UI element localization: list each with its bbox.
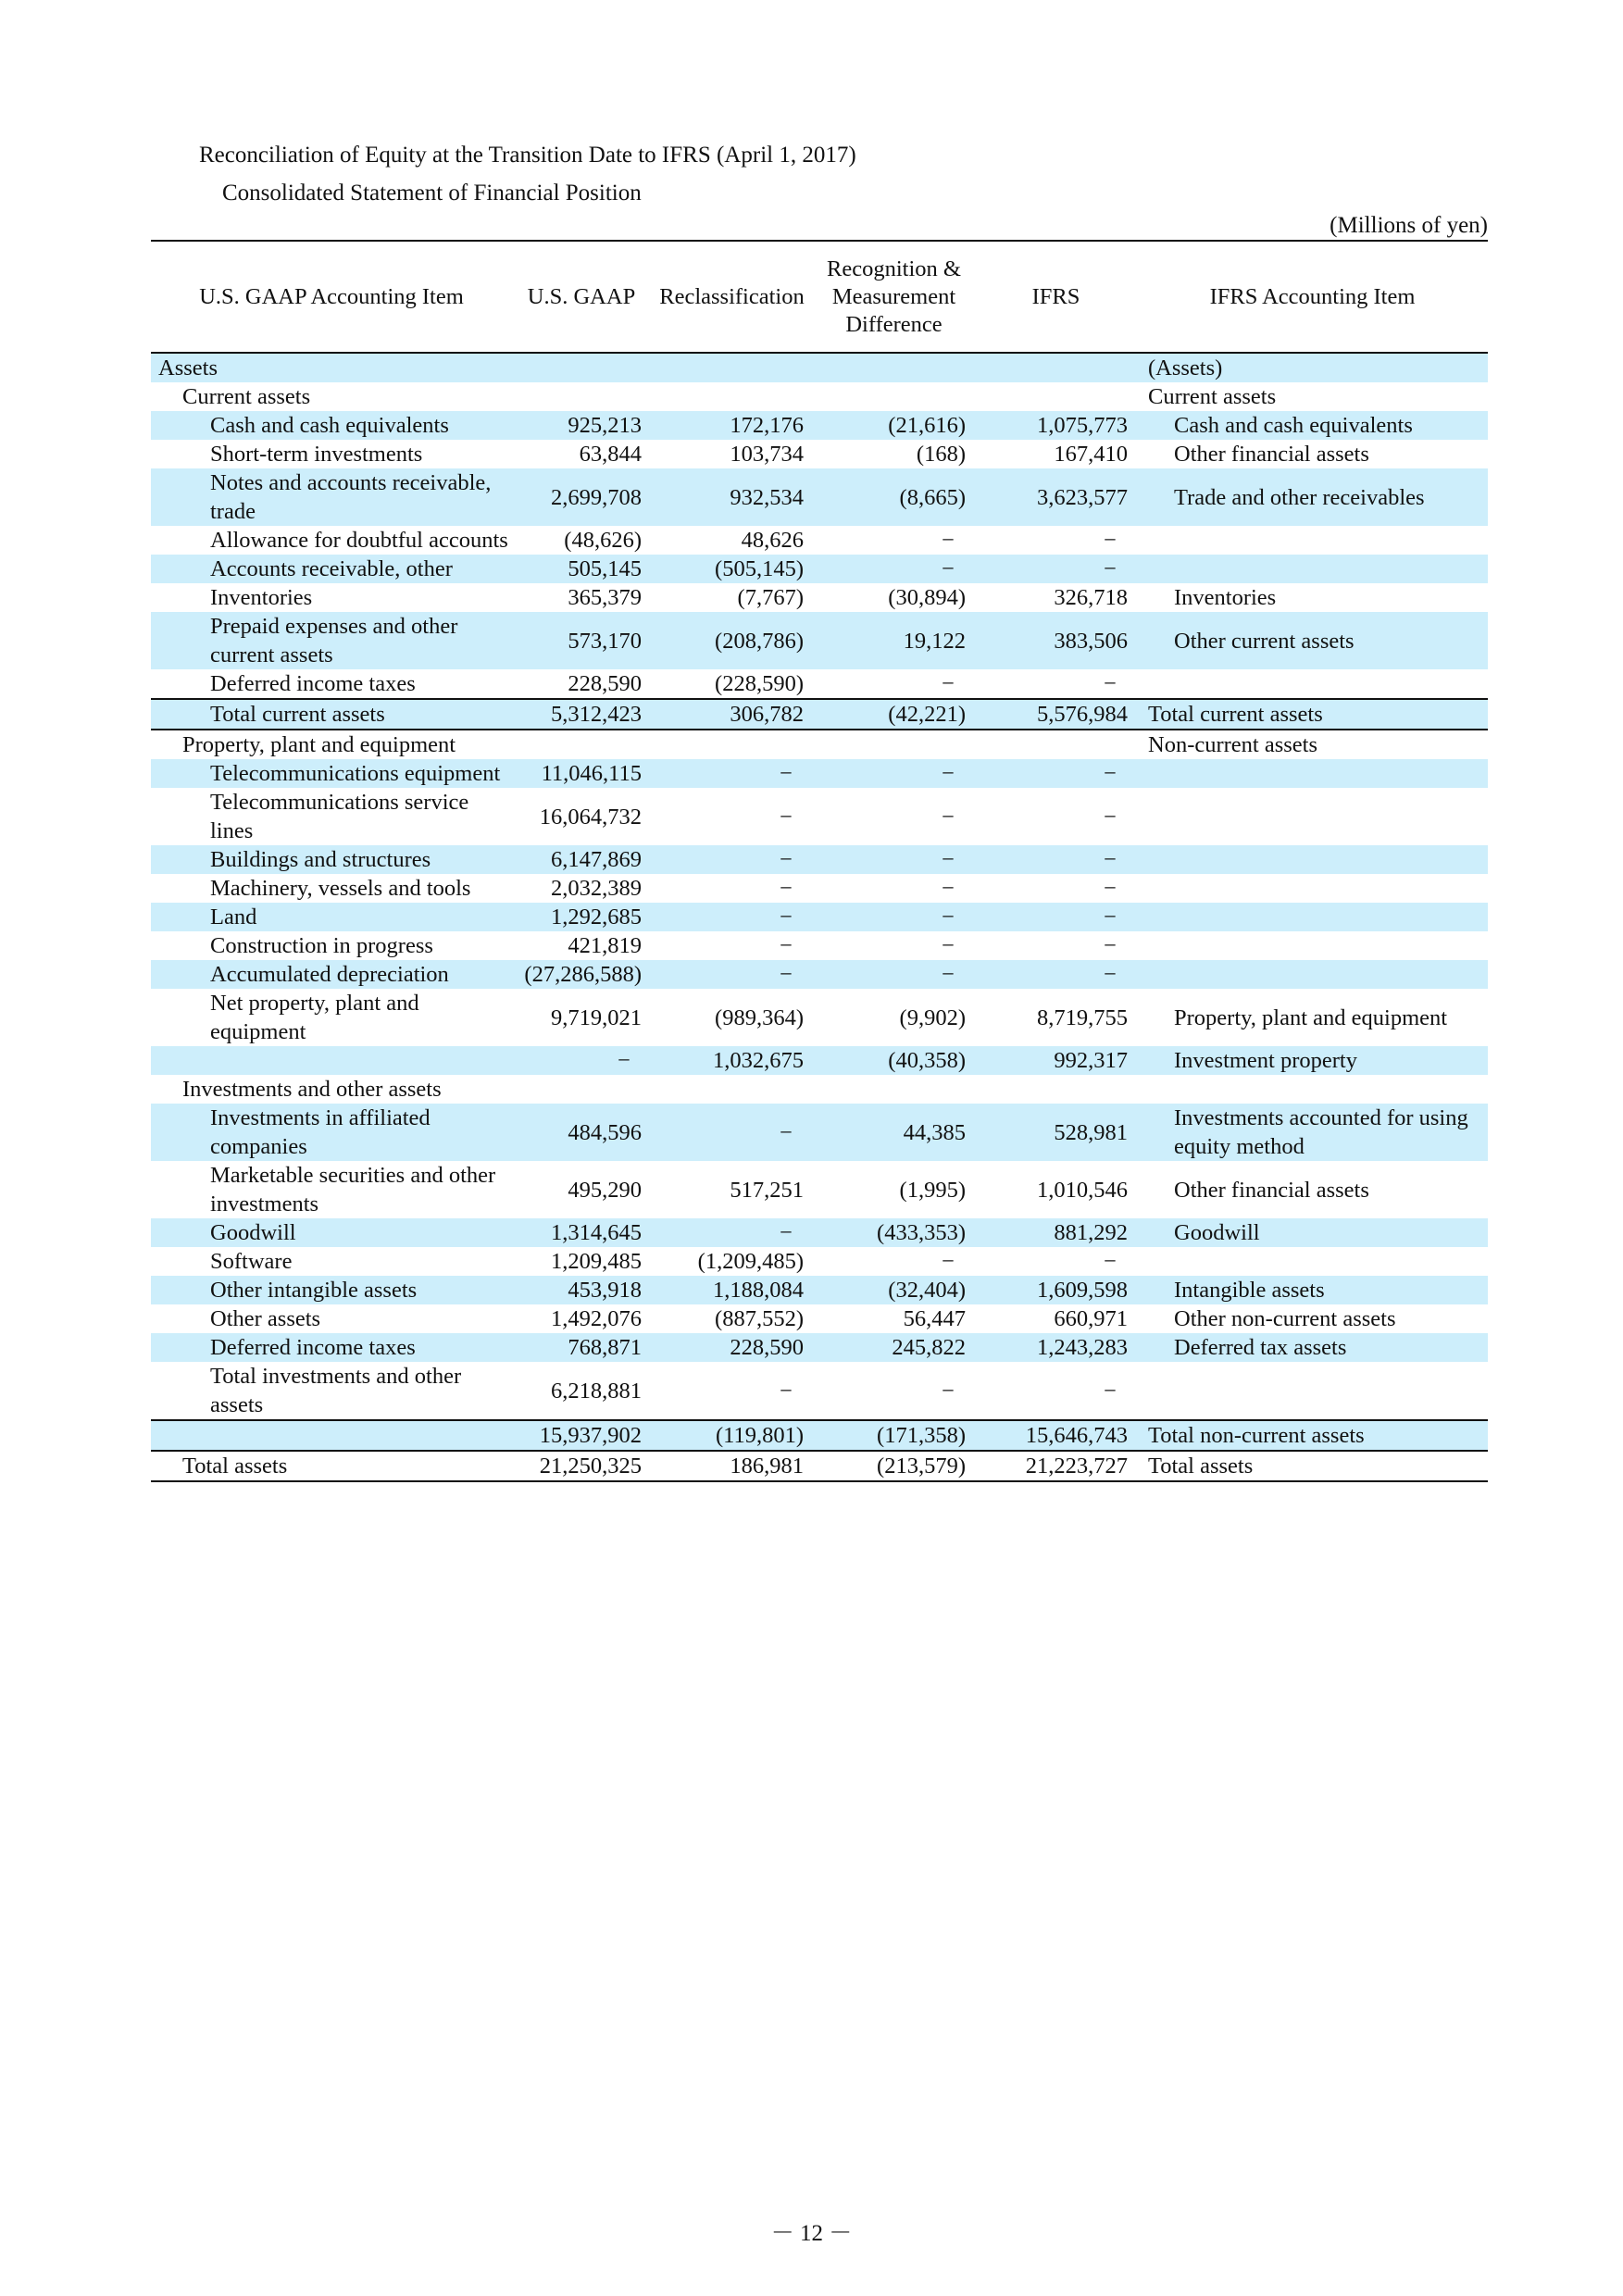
ifrs-value-cell: − bbox=[1104, 671, 1117, 696]
ifrs-item-cell: Cash and cash equivalents bbox=[1137, 411, 1488, 440]
header-recognition-difference: Recognition & Measurement Difference bbox=[813, 241, 975, 353]
ifrs-value-cell bbox=[975, 730, 1137, 759]
ifrs-item-cell bbox=[1137, 903, 1488, 931]
ifrs-value-cell: 881,292 bbox=[975, 1218, 1137, 1247]
usgaap-value-cell: − bbox=[512, 1046, 651, 1075]
table-row bbox=[151, 788, 1488, 845]
ifrs-item-cell: Goodwill bbox=[1137, 1218, 1488, 1247]
usgaap-item-cell: Current assets bbox=[182, 384, 311, 409]
reclassification-value-cell: 172,176 bbox=[651, 411, 813, 440]
reclassification-value-cell: 48,626 bbox=[741, 528, 804, 553]
ifrs-value-cell: 15,646,743 bbox=[975, 1420, 1137, 1451]
usgaap-value-cell: 228,590 bbox=[568, 671, 642, 696]
table-row bbox=[151, 583, 1488, 612]
usgaap-item-cell: Goodwill bbox=[151, 1218, 512, 1247]
recognition-difference-value-cell: (213,579) bbox=[813, 1451, 975, 1481]
recognition-difference-value-cell: (21,616) bbox=[813, 411, 975, 440]
recognition-difference-value-cell: (8,665) bbox=[813, 468, 975, 526]
ifrs-item-cell: Intangible assets bbox=[1137, 1276, 1488, 1304]
reclassification-value-cell: − bbox=[780, 804, 793, 830]
table-row bbox=[151, 1046, 1488, 1075]
recognition-difference-value-cell: (168) bbox=[916, 442, 966, 467]
usgaap-value-cell: 21,250,325 bbox=[512, 1451, 651, 1481]
table-row bbox=[151, 874, 1488, 903]
reclassification-value-cell: 228,590 bbox=[651, 1333, 813, 1362]
ifrs-value-cell bbox=[975, 353, 1137, 382]
table-row bbox=[151, 353, 1488, 382]
usgaap-item-cell: Other intangible assets bbox=[151, 1276, 512, 1304]
ifrs-item-cell: Current assets bbox=[1148, 384, 1277, 409]
ifrs-item-cell bbox=[1137, 1247, 1488, 1276]
reclassification-value-cell: − bbox=[651, 759, 813, 788]
reclassification-value-cell: (228,590) bbox=[715, 671, 804, 696]
reconciliation-table bbox=[151, 240, 1488, 1482]
ifrs-item-cell: Deferred tax assets bbox=[1137, 1333, 1488, 1362]
usgaap-value-cell: 5,312,423 bbox=[512, 699, 651, 730]
ifrs-value-cell: − bbox=[1104, 876, 1117, 901]
ifrs-item-cell bbox=[1137, 526, 1488, 555]
ifrs-item-cell bbox=[1137, 874, 1488, 903]
header-usgaap-item: U.S. GAAP Accounting Item bbox=[151, 241, 512, 353]
ifrs-value-cell: 21,223,727 bbox=[975, 1451, 1137, 1481]
table-row bbox=[151, 468, 1488, 526]
usgaap-value-cell: 11,046,115 bbox=[512, 759, 651, 788]
recognition-difference-value-cell: − bbox=[942, 671, 955, 696]
units-note: (Millions of yen) bbox=[1330, 213, 1488, 238]
usgaap-value-cell: 365,379 bbox=[568, 585, 642, 610]
usgaap-value-cell: (48,626) bbox=[564, 528, 642, 553]
ifrs-item-cell: Total current assets bbox=[1137, 699, 1488, 730]
table-row bbox=[151, 699, 1488, 730]
usgaap-value-cell: 768,871 bbox=[512, 1333, 651, 1362]
ifrs-value-cell: 1,609,598 bbox=[975, 1276, 1137, 1304]
usgaap-item-cell: Software bbox=[210, 1249, 293, 1274]
usgaap-item-cell: Prepaid expenses and other current assets bbox=[151, 612, 512, 669]
reclassification-value-cell: − bbox=[651, 903, 813, 931]
ifrs-item-cell: Property, plant and equipment bbox=[1174, 1004, 1448, 1030]
ifrs-item-cell: (Assets) bbox=[1137, 353, 1488, 382]
ifrs-item-cell: Other financial assets bbox=[1174, 1177, 1369, 1203]
reclassification-value-cell: 1,188,084 bbox=[651, 1276, 813, 1304]
usgaap-item-cell: Construction in progress bbox=[210, 933, 433, 958]
usgaap-item-cell: Notes and accounts receivable, trade bbox=[151, 468, 512, 526]
ifrs-item-cell bbox=[1137, 1075, 1488, 1104]
reclassification-value-cell: 1,032,675 bbox=[651, 1046, 813, 1075]
header-reclassification: Reclassification bbox=[651, 241, 813, 353]
usgaap-item-cell: Short-term investments bbox=[210, 442, 423, 467]
table-row bbox=[151, 989, 1488, 1046]
usgaap-value-cell bbox=[512, 382, 651, 411]
recognition-difference-value-cell: 44,385 bbox=[813, 1104, 975, 1161]
ifrs-item-cell: Other current assets bbox=[1137, 612, 1488, 669]
header-ifrs: IFRS bbox=[975, 241, 1137, 353]
ifrs-item-cell: Investments accounted for using equity method bbox=[1137, 1104, 1488, 1161]
header-ifrs-item: IFRS Accounting Item bbox=[1137, 241, 1488, 353]
recognition-difference-value-cell: 245,822 bbox=[813, 1333, 975, 1362]
recognition-difference-value-cell: − bbox=[942, 1378, 955, 1404]
usgaap-value-cell: 16,064,732 bbox=[539, 804, 642, 830]
table-row bbox=[151, 555, 1488, 583]
reclassification-value-cell: − bbox=[651, 1104, 813, 1161]
usgaap-value-cell: 2,032,389 bbox=[551, 876, 642, 901]
recognition-difference-value-cell: − bbox=[813, 555, 975, 583]
reclassification-value-cell: − bbox=[780, 1378, 793, 1404]
ifrs-item-cell bbox=[1137, 759, 1488, 788]
header-usgaap: U.S. GAAP bbox=[512, 241, 651, 353]
usgaap-item-cell: Land bbox=[151, 903, 512, 931]
table-row bbox=[151, 1075, 1488, 1104]
recognition-difference-value-cell bbox=[813, 353, 975, 382]
ifrs-item-cell: Other financial assets bbox=[1174, 442, 1369, 467]
reclassification-value-cell: 186,981 bbox=[651, 1451, 813, 1481]
ifrs-value-cell: − bbox=[1104, 933, 1117, 958]
table-row bbox=[151, 440, 1488, 468]
usgaap-item-cell: Accounts receivable, other bbox=[151, 555, 512, 583]
ifrs-value-cell: − bbox=[975, 903, 1137, 931]
recognition-difference-value-cell: − bbox=[942, 933, 955, 958]
usgaap-value-cell bbox=[512, 730, 651, 759]
table-row bbox=[151, 1161, 1488, 1218]
reclassification-value-cell: 932,534 bbox=[651, 468, 813, 526]
usgaap-value-cell: (27,286,588) bbox=[512, 960, 651, 989]
ifrs-value-cell: 3,623,577 bbox=[975, 468, 1137, 526]
document-subtitle: Consolidated Statement of Financial Position bbox=[222, 181, 642, 206]
usgaap-value-cell: 63,844 bbox=[579, 442, 642, 467]
ifrs-item-cell: Trade and other receivables bbox=[1137, 468, 1488, 526]
ifrs-item-cell: Investment property bbox=[1137, 1046, 1488, 1075]
table-row bbox=[151, 526, 1488, 555]
usgaap-item-cell: Machinery, vessels and tools bbox=[210, 876, 471, 901]
usgaap-value-cell: 6,218,881 bbox=[551, 1378, 642, 1404]
recognition-difference-value-cell: − bbox=[813, 960, 975, 989]
ifrs-item-cell bbox=[1137, 845, 1488, 874]
usgaap-item-cell: Cash and cash equivalents bbox=[151, 411, 512, 440]
recognition-difference-value-cell: (1,995) bbox=[899, 1177, 966, 1203]
usgaap-value-cell: 495,290 bbox=[568, 1177, 642, 1203]
reclassification-value-cell: 517,251 bbox=[730, 1177, 804, 1203]
usgaap-item-cell: Deferred income taxes bbox=[210, 671, 416, 696]
usgaap-item-cell: Deferred income taxes bbox=[151, 1333, 512, 1362]
table-row bbox=[151, 1304, 1488, 1333]
ifrs-value-cell bbox=[975, 1075, 1137, 1104]
usgaap-value-cell: 2,699,708 bbox=[512, 468, 651, 526]
ifrs-value-cell: − bbox=[1104, 528, 1117, 553]
reconciliation-table-container bbox=[151, 240, 1488, 1482]
ifrs-value-cell: − bbox=[1104, 1249, 1117, 1274]
recognition-difference-value-cell: (30,894) bbox=[888, 585, 966, 610]
recognition-difference-value-cell: (32,404) bbox=[813, 1276, 975, 1304]
table-row bbox=[151, 612, 1488, 669]
recognition-difference-value-cell: − bbox=[813, 759, 975, 788]
usgaap-value-cell: 1,492,076 bbox=[551, 1306, 642, 1331]
ifrs-item-cell: Total assets bbox=[1137, 1451, 1488, 1481]
usgaap-value-cell: 6,147,869 bbox=[512, 845, 651, 874]
ifrs-item-cell bbox=[1137, 555, 1488, 583]
reclassification-value-cell: − bbox=[651, 1218, 813, 1247]
usgaap-item-cell: Total assets bbox=[151, 1451, 512, 1481]
reclassification-value-cell: (208,786) bbox=[651, 612, 813, 669]
usgaap-item-cell: Other assets bbox=[210, 1306, 321, 1331]
reclassification-value-cell: (505,145) bbox=[651, 555, 813, 583]
ifrs-item-cell bbox=[1137, 669, 1488, 699]
table-row bbox=[151, 1362, 1488, 1420]
recognition-difference-value-cell: (433,353) bbox=[813, 1218, 975, 1247]
recognition-difference-value-cell: − bbox=[942, 528, 955, 553]
table-row bbox=[151, 382, 1488, 411]
ifrs-value-cell: − bbox=[1104, 804, 1117, 830]
reclassification-value-cell bbox=[651, 1075, 813, 1104]
usgaap-value-cell: 505,145 bbox=[512, 555, 651, 583]
table-row bbox=[151, 759, 1488, 788]
usgaap-item-cell: Inventories bbox=[210, 585, 313, 610]
reclassification-value-cell: (887,552) bbox=[715, 1306, 804, 1331]
usgaap-item-cell bbox=[151, 1420, 512, 1451]
ifrs-value-cell: − bbox=[975, 555, 1137, 583]
reclassification-value-cell bbox=[651, 353, 813, 382]
recognition-difference-value-cell bbox=[813, 730, 975, 759]
usgaap-value-cell bbox=[512, 353, 651, 382]
usgaap-value-cell: 9,719,021 bbox=[551, 1004, 642, 1030]
usgaap-item-cell: Accumulated depreciation bbox=[151, 960, 512, 989]
usgaap-item-cell: Net property, plant and equipment bbox=[210, 991, 419, 1044]
table-row bbox=[151, 903, 1488, 931]
table-row bbox=[151, 669, 1488, 699]
reclassification-value-cell: 103,734 bbox=[730, 442, 804, 467]
ifrs-value-cell: 1,243,283 bbox=[975, 1333, 1137, 1362]
recognition-difference-value-cell: − bbox=[942, 804, 955, 830]
table-row bbox=[151, 931, 1488, 960]
usgaap-value-cell: 1,292,685 bbox=[512, 903, 651, 931]
ifrs-value-cell: 8,719,755 bbox=[1037, 1004, 1128, 1030]
usgaap-value-cell: 421,819 bbox=[568, 933, 642, 958]
usgaap-item-cell: Total current assets bbox=[151, 699, 512, 730]
usgaap-item-cell: Investments and other assets bbox=[182, 1077, 442, 1102]
recognition-difference-value-cell: (9,902) bbox=[899, 1004, 966, 1030]
usgaap-value-cell: 925,213 bbox=[512, 411, 651, 440]
ifrs-value-cell: − bbox=[975, 845, 1137, 874]
table-row bbox=[151, 730, 1488, 759]
recognition-difference-value-cell: − bbox=[813, 903, 975, 931]
ifrs-item-cell bbox=[1137, 1362, 1488, 1420]
usgaap-value-cell: 573,170 bbox=[512, 612, 651, 669]
ifrs-value-cell: 5,576,984 bbox=[975, 699, 1137, 730]
reclassification-value-cell: (989,364) bbox=[715, 1004, 804, 1030]
recognition-difference-value-cell: − bbox=[942, 1249, 955, 1274]
usgaap-item-cell: Telecommunications service lines bbox=[210, 790, 469, 843]
page-number: － 12 － bbox=[770, 2221, 853, 2246]
reclassification-value-cell bbox=[651, 730, 813, 759]
table-row bbox=[151, 411, 1488, 440]
recognition-difference-value-cell: − bbox=[942, 876, 955, 901]
table-row bbox=[151, 1420, 1488, 1451]
recognition-difference-value-cell bbox=[813, 1075, 975, 1104]
table-row bbox=[151, 1104, 1488, 1161]
ifrs-value-cell: − bbox=[1104, 1378, 1117, 1404]
reclassification-value-cell: − bbox=[651, 960, 813, 989]
ifrs-value-cell: 326,718 bbox=[1054, 585, 1128, 610]
reclassification-value-cell: (1,209,485) bbox=[697, 1249, 804, 1274]
table-body bbox=[151, 353, 1488, 1481]
ifrs-item-cell bbox=[1137, 960, 1488, 989]
ifrs-item-cell: Inventories bbox=[1174, 585, 1277, 610]
ifrs-value-cell bbox=[975, 382, 1137, 411]
usgaap-value-cell: 15,937,902 bbox=[512, 1420, 651, 1451]
usgaap-item-cell: Property, plant and equipment bbox=[182, 732, 456, 757]
table-header-row bbox=[151, 241, 1488, 353]
reclassification-value-cell: − bbox=[651, 845, 813, 874]
ifrs-value-cell: − bbox=[975, 759, 1137, 788]
usgaap-value-cell: 453,918 bbox=[512, 1276, 651, 1304]
ifrs-value-cell: − bbox=[975, 960, 1137, 989]
ifrs-value-cell: 167,410 bbox=[1054, 442, 1128, 467]
ifrs-value-cell: 660,971 bbox=[1054, 1306, 1128, 1331]
ifrs-item-cell: Total non-current assets bbox=[1137, 1420, 1488, 1451]
usgaap-item-cell: Telecommunications equipment bbox=[151, 759, 512, 788]
reclassification-value-cell: 306,782 bbox=[651, 699, 813, 730]
table-row bbox=[151, 960, 1488, 989]
usgaap-item-cell: Allowance for doubtful accounts bbox=[210, 528, 508, 553]
table-row bbox=[151, 1276, 1488, 1304]
ifrs-item-cell bbox=[1137, 788, 1488, 845]
recognition-difference-value-cell: (42,221) bbox=[813, 699, 975, 730]
usgaap-value-cell bbox=[512, 1075, 651, 1104]
reclassification-value-cell: − bbox=[780, 933, 793, 958]
recognition-difference-value-cell: − bbox=[813, 845, 975, 874]
ifrs-item-cell bbox=[1137, 931, 1488, 960]
recognition-difference-value-cell: 56,447 bbox=[903, 1306, 966, 1331]
ifrs-value-cell: 1,010,546 bbox=[1037, 1177, 1128, 1203]
table-row bbox=[151, 1247, 1488, 1276]
usgaap-value-cell: 1,209,485 bbox=[551, 1249, 642, 1274]
document-title: Reconciliation of Equity at the Transition Date to IFRS (April 1, 2017) bbox=[199, 143, 856, 168]
usgaap-item-cell: Buildings and structures bbox=[151, 845, 512, 874]
usgaap-item-cell: Total investments and other assets bbox=[210, 1364, 462, 1417]
recognition-difference-value-cell bbox=[813, 382, 975, 411]
reclassification-value-cell: (119,801) bbox=[651, 1420, 813, 1451]
recognition-difference-value-cell: (171,358) bbox=[813, 1420, 975, 1451]
ifrs-item-cell: Other non-current assets bbox=[1174, 1306, 1396, 1331]
table-row bbox=[151, 1333, 1488, 1362]
recognition-difference-value-cell: (40,358) bbox=[813, 1046, 975, 1075]
table-row bbox=[151, 1218, 1488, 1247]
usgaap-item-cell bbox=[151, 1046, 512, 1075]
ifrs-value-cell: 528,981 bbox=[975, 1104, 1137, 1161]
ifrs-value-cell: 1,075,773 bbox=[975, 411, 1137, 440]
table-row bbox=[151, 845, 1488, 874]
table-row bbox=[151, 1451, 1488, 1481]
usgaap-value-cell: 1,314,645 bbox=[512, 1218, 651, 1247]
usgaap-item-cell: Marketable securities and other investments bbox=[210, 1163, 496, 1217]
reclassification-value-cell: − bbox=[780, 876, 793, 901]
recognition-difference-value-cell: 19,122 bbox=[813, 612, 975, 669]
usgaap-item-cell: Investments in affiliated companies bbox=[151, 1104, 512, 1161]
reclassification-value-cell: (7,767) bbox=[737, 585, 804, 610]
ifrs-item-cell: Non-current assets bbox=[1148, 732, 1318, 757]
reclassification-value-cell bbox=[651, 382, 813, 411]
usgaap-value-cell: 484,596 bbox=[512, 1104, 651, 1161]
ifrs-value-cell: 383,506 bbox=[975, 612, 1137, 669]
ifrs-value-cell: 992,317 bbox=[975, 1046, 1137, 1075]
usgaap-item-cell: Assets bbox=[151, 353, 512, 382]
